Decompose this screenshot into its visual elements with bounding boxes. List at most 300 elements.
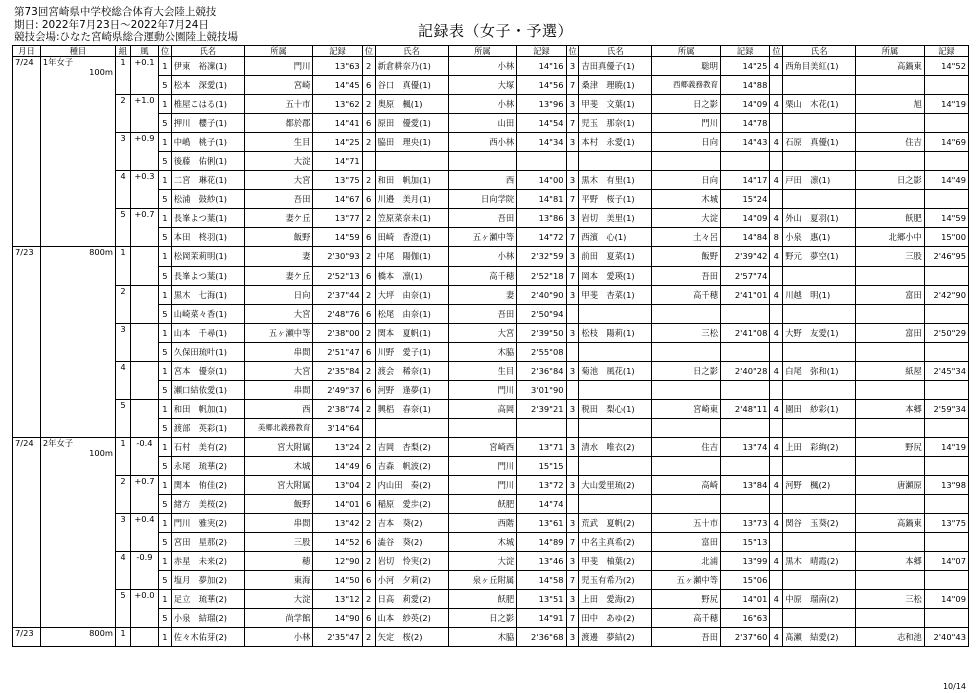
record-cell: 13"72 — [517, 476, 566, 495]
record-cell: 14"84 — [721, 228, 770, 247]
school-cell: 五ヶ瀬中等 — [244, 323, 313, 342]
place-cell: 4 — [770, 247, 783, 266]
school-cell: 小林 — [448, 57, 517, 76]
school-cell: 大淀 — [244, 590, 313, 609]
record-cell — [721, 418, 770, 437]
place-cell — [770, 190, 783, 209]
record-cell — [924, 571, 968, 590]
record-cell: 14"45 — [313, 76, 362, 95]
place-cell: 4 — [770, 476, 783, 495]
record-cell: 2'50"94 — [517, 304, 566, 323]
record-cell: 14"91 — [517, 609, 566, 628]
place-cell: 3 — [566, 285, 579, 304]
place-cell: 2 — [362, 133, 375, 152]
athlete-name-cell: 大山愛里琉(2) — [579, 476, 652, 495]
place-cell: 2 — [362, 171, 375, 190]
school-cell: 大宮 — [448, 323, 517, 342]
athlete-name-cell — [579, 380, 652, 399]
record-cell: 2'45"34 — [924, 361, 968, 380]
record-cell — [721, 152, 770, 171]
place-cell: 5 — [158, 190, 171, 209]
school-cell: 本郷 — [856, 552, 925, 571]
record-cell: 14"01 — [313, 495, 362, 514]
place-cell: 7 — [566, 114, 579, 133]
athlete-name-cell: 後藤 佑俐(1) — [171, 152, 244, 171]
record-cell — [924, 190, 968, 209]
record-cell: 2'39"21 — [517, 399, 566, 418]
place-cell: 2 — [362, 57, 375, 76]
athlete-name-cell: 川越 明(1) — [783, 285, 856, 304]
place-cell: 1 — [158, 133, 171, 152]
record-cell: 3'14"64 — [313, 418, 362, 437]
record-cell: 12"90 — [313, 552, 362, 571]
school-cell: 小林 — [448, 95, 517, 114]
school-cell — [856, 533, 925, 552]
school-cell — [652, 456, 721, 475]
place-cell: 3 — [566, 95, 579, 114]
athlete-name-cell: 足立 琉華(2) — [171, 590, 244, 609]
place-cell — [770, 304, 783, 323]
column-header: 氏名 — [171, 46, 244, 57]
place-cell — [770, 495, 783, 514]
place-cell: 6 — [362, 342, 375, 361]
record-cell: 14"52 — [924, 57, 968, 76]
school-cell: 門川 — [652, 114, 721, 133]
school-cell: 穂 — [244, 552, 313, 571]
column-header: 種目 — [40, 46, 115, 57]
school-cell — [856, 456, 925, 475]
school-cell: 日向 — [652, 133, 721, 152]
school-cell: 三松 — [652, 323, 721, 342]
record-cell — [924, 114, 968, 133]
school-cell: 北浦 — [652, 552, 721, 571]
school-cell: 尚学館 — [244, 609, 313, 628]
place-cell: 4 — [770, 399, 783, 418]
athlete-name-cell: 上田 彩絢(2) — [783, 437, 856, 456]
school-cell: 木脇 — [448, 342, 517, 361]
place-cell: 1 — [158, 57, 171, 76]
results-table — [12, 45, 969, 647]
school-cell: 小林 — [448, 247, 517, 266]
athlete-name-cell: 平野 桜子(1) — [579, 190, 652, 209]
place-cell — [566, 418, 579, 437]
record-cell: 2'52"18 — [517, 266, 566, 285]
record-cell: 14"90 — [313, 609, 362, 628]
athlete-name-cell: 稲原 愛歩(2) — [375, 495, 448, 514]
record-cell: 14"41 — [313, 114, 362, 133]
record-cell: 13"42 — [313, 514, 362, 533]
record-cell: 14"09 — [924, 590, 968, 609]
athlete-name-cell: 佐々木佑芽(2) — [171, 628, 244, 647]
school-cell: 吾田 — [448, 304, 517, 323]
athlete-name-cell — [783, 418, 856, 437]
school-cell: 宮崎西 — [448, 437, 517, 456]
record-cell — [721, 304, 770, 323]
athlete-name-cell: 吉本 葵(2) — [375, 514, 448, 533]
record-cell: 2'35"47 — [313, 628, 362, 647]
place-cell: 6 — [362, 495, 375, 514]
school-cell: 吾田 — [448, 209, 517, 228]
school-cell: 門川 — [244, 57, 313, 76]
record-cell: 14"81 — [517, 190, 566, 209]
place-cell: 3 — [566, 628, 579, 647]
record-cell: 14"25 — [313, 133, 362, 152]
school-cell: 高鍋東 — [856, 57, 925, 76]
school-cell: 妻 — [448, 285, 517, 304]
athlete-name-cell: 新倉耕奈乃(1) — [375, 57, 448, 76]
athlete-name-cell: 塩月 夢加(2) — [171, 571, 244, 590]
place-cell: 6 — [362, 114, 375, 133]
school-cell: 日向 — [244, 285, 313, 304]
school-cell: 吾田 — [652, 628, 721, 647]
school-cell: 山田 — [448, 114, 517, 133]
table-header-row — [13, 46, 969, 57]
place-cell: 6 — [362, 571, 375, 590]
school-cell: 木城 — [652, 190, 721, 209]
record-cell: 14"71 — [313, 152, 362, 171]
event-grade: 2年女子 — [42, 437, 74, 448]
athlete-name-cell: 石原 真優(1) — [783, 133, 856, 152]
school-cell: 五ヶ瀬中等 — [448, 228, 517, 247]
record-cell — [721, 456, 770, 475]
place-cell: 5 — [158, 266, 171, 285]
record-cell: 13"84 — [721, 476, 770, 495]
place-cell: 4 — [770, 590, 783, 609]
athlete-name-cell: 髙瀬 結愛(2) — [783, 628, 856, 647]
record-cell: 15"15 — [517, 456, 566, 475]
place-cell: 7 — [566, 609, 579, 628]
place-cell: 6 — [362, 228, 375, 247]
record-cell: 14"07 — [924, 552, 968, 571]
school-cell: 大宮 — [244, 304, 313, 323]
wind-reading: +0.1 — [131, 57, 159, 95]
place-cell: 3 — [566, 133, 579, 152]
record-cell: 2'39"50 — [517, 323, 566, 342]
athlete-name-cell: 橋本 凛(1) — [375, 266, 448, 285]
place-cell: 3 — [566, 399, 579, 418]
athlete-name-cell: 前田 夏菜(1) — [579, 247, 652, 266]
athlete-name-cell: 松枝 陽莉(1) — [579, 323, 652, 342]
event-name — [40, 247, 115, 437]
record-cell: 14"59 — [924, 209, 968, 228]
athlete-name-cell: 門川 雅実(2) — [171, 514, 244, 533]
record-cell: 2'40"90 — [517, 285, 566, 304]
record-cell: 15"24 — [721, 190, 770, 209]
place-cell: 4 — [770, 171, 783, 190]
place-cell — [566, 152, 579, 171]
place-cell — [770, 418, 783, 437]
record-cell: 2'41"08 — [721, 323, 770, 342]
wind-reading: +0.7 — [131, 209, 159, 247]
event-distance: 800m — [89, 247, 113, 258]
school-cell: 高千穂 — [652, 285, 721, 304]
school-cell: 大淀 — [652, 209, 721, 228]
school-cell: 五十市 — [244, 95, 313, 114]
school-cell: 日之影 — [652, 361, 721, 380]
school-cell: 東海 — [244, 571, 313, 590]
record-cell: 2'46"95 — [924, 247, 968, 266]
school-cell: 飫肥 — [448, 590, 517, 609]
record-cell: 2'51"47 — [313, 342, 362, 361]
record-cell: 14"34 — [517, 133, 566, 152]
place-cell: 1 — [158, 628, 171, 647]
athlete-name-cell: 本田 柊羽(1) — [171, 228, 244, 247]
record-cell: 2'48"76 — [313, 304, 362, 323]
place-cell: 2 — [362, 476, 375, 495]
place-cell: 2 — [362, 399, 375, 418]
heat-number: 3 — [115, 323, 130, 361]
school-cell — [652, 304, 721, 323]
athlete-name-cell: 瀬口結依愛(1) — [171, 380, 244, 399]
wind-reading — [131, 361, 159, 399]
school-cell: 木城 — [244, 456, 313, 475]
school-cell: 三松 — [856, 590, 925, 609]
place-cell: 3 — [566, 437, 579, 456]
table-row — [13, 514, 969, 533]
record-cell — [721, 380, 770, 399]
athlete-name-cell: 荒武 夏帆(2) — [579, 514, 652, 533]
athlete-name-cell: 児玉有希乃(2) — [579, 571, 652, 590]
place-cell: 4 — [770, 323, 783, 342]
wind-reading: +0.7 — [131, 476, 159, 514]
school-cell: 泉ヶ丘附属 — [448, 571, 517, 590]
place-cell: 7 — [566, 533, 579, 552]
place-cell — [770, 114, 783, 133]
school-cell — [856, 190, 925, 209]
place-cell: 2 — [362, 361, 375, 380]
table-row — [13, 590, 969, 609]
table-row — [13, 323, 969, 342]
athlete-name-cell: 川野 愛子(1) — [375, 342, 448, 361]
school-cell — [856, 571, 925, 590]
column-header: 組 — [115, 46, 130, 57]
athlete-name-cell — [579, 495, 652, 514]
column-header: 記録 — [313, 46, 362, 57]
school-cell: 吾田 — [244, 190, 313, 209]
school-cell: 富田 — [856, 323, 925, 342]
school-cell: 富田 — [652, 533, 721, 552]
school-cell — [856, 304, 925, 323]
record-cell: 13"51 — [517, 590, 566, 609]
record-cell: 14"19 — [924, 437, 968, 456]
record-cell — [721, 495, 770, 514]
record-cell: 14"19 — [924, 95, 968, 114]
record-cell: 2'40"43 — [924, 628, 968, 647]
school-cell — [856, 380, 925, 399]
record-cell: 2'30"93 — [313, 247, 362, 266]
school-cell: 日之影 — [856, 171, 925, 190]
athlete-name-cell: 河野 楓(2) — [783, 476, 856, 495]
place-cell — [566, 304, 579, 323]
athlete-name-cell: 戸田 凛(1) — [783, 171, 856, 190]
athlete-name-cell: 矢定 桜(2) — [375, 628, 448, 647]
record-cell: 14"43 — [721, 133, 770, 152]
school-cell — [856, 76, 925, 95]
record-cell — [924, 76, 968, 95]
athlete-name-cell — [783, 533, 856, 552]
record-cell: 14"59 — [313, 228, 362, 247]
record-cell — [924, 418, 968, 437]
athlete-name-cell: 田崎 香澄(1) — [375, 228, 448, 247]
school-cell: 生目 — [448, 361, 517, 380]
place-cell: 5 — [158, 456, 171, 475]
event-date: 7/24 — [13, 437, 41, 627]
athlete-name-cell: 甲斐 柚葉(2) — [579, 552, 652, 571]
school-cell — [652, 152, 721, 171]
place-cell — [770, 266, 783, 285]
school-cell: 野尻 — [856, 437, 925, 456]
place-cell: 5 — [158, 152, 171, 171]
place-cell: 2 — [362, 552, 375, 571]
athlete-name-cell: 和田 帆加(1) — [375, 171, 448, 190]
place-cell: 2 — [362, 323, 375, 342]
column-header: 記録 — [924, 46, 968, 57]
school-cell — [856, 495, 925, 514]
place-cell: 3 — [566, 476, 579, 495]
place-cell: 6 — [362, 266, 375, 285]
athlete-name-cell: 吉田真優子(1) — [579, 57, 652, 76]
place-cell — [566, 342, 579, 361]
athlete-name-cell: 赤星 未来(2) — [171, 552, 244, 571]
table-row — [13, 171, 969, 190]
record-cell: 13"24 — [313, 437, 362, 456]
school-cell: 美郷北義務教育 — [244, 418, 313, 437]
place-cell: 5 — [158, 533, 171, 552]
record-cell: 13"62 — [313, 95, 362, 114]
school-cell: 三股 — [856, 247, 925, 266]
place-cell: 3 — [566, 514, 579, 533]
record-cell — [924, 152, 968, 171]
column-header: 位 — [566, 46, 579, 57]
wind-reading: -0.9 — [131, 552, 159, 590]
record-cell — [924, 304, 968, 323]
record-cell: 14"89 — [517, 533, 566, 552]
record-cell: 14"49 — [924, 171, 968, 190]
heat-number: 3 — [115, 514, 130, 552]
school-cell — [448, 152, 517, 171]
wind-reading: +0.4 — [131, 514, 159, 552]
record-cell: 14"74 — [517, 495, 566, 514]
heat-number: 1 — [115, 247, 130, 285]
athlete-name-cell: 黒木 晴霞(2) — [783, 552, 856, 571]
place-cell: 3 — [566, 552, 579, 571]
athlete-name-cell: 二宮 琳花(1) — [171, 171, 244, 190]
athlete-name-cell — [579, 152, 652, 171]
record-cell: 13"63 — [313, 57, 362, 76]
school-cell: 五ヶ瀬中等 — [652, 571, 721, 590]
school-cell — [856, 609, 925, 628]
school-cell: 北郷小中 — [856, 228, 925, 247]
record-cell — [924, 342, 968, 361]
heat-number: 3 — [115, 133, 130, 171]
athlete-name-cell: 興梠 春奈(1) — [375, 399, 448, 418]
record-cell: 15"00 — [924, 228, 968, 247]
athlete-name-cell: 児玉 那奈(1) — [579, 114, 652, 133]
record-cell: 2'32"59 — [517, 247, 566, 266]
record-cell: 14"78 — [721, 114, 770, 133]
athlete-name-cell: 甲斐 文葉(1) — [579, 95, 652, 114]
place-cell: 1 — [158, 95, 171, 114]
place-cell — [770, 533, 783, 552]
wind-reading: +0.9 — [131, 133, 159, 171]
wind-reading — [131, 285, 159, 323]
record-cell: 2'35"84 — [313, 361, 362, 380]
place-cell: 3 — [566, 209, 579, 228]
school-cell: 宮崎東 — [652, 399, 721, 418]
athlete-name-cell: 田中 あゆ(2) — [579, 609, 652, 628]
school-cell: 富田 — [856, 285, 925, 304]
record-cell: 13"86 — [517, 209, 566, 228]
athlete-name-cell: 笠原菜奈未(1) — [375, 209, 448, 228]
school-cell: 日向学院 — [448, 190, 517, 209]
place-cell — [770, 76, 783, 95]
place-cell: 2 — [362, 209, 375, 228]
athlete-name-cell — [579, 342, 652, 361]
school-cell: 紙屋 — [856, 361, 925, 380]
record-cell: 14"00 — [517, 171, 566, 190]
athlete-name-cell: 西角目美紅(1) — [783, 57, 856, 76]
school-cell: 旭 — [856, 95, 925, 114]
athlete-name-cell: 外山 夏羽(1) — [783, 209, 856, 228]
place-cell: 5 — [158, 342, 171, 361]
column-header: 月日 — [13, 46, 41, 57]
heat-number: 2 — [115, 285, 130, 323]
record-cell: 2'42"90 — [924, 285, 968, 304]
athlete-name-cell — [375, 418, 448, 437]
athlete-name-cell: 黒木 七海(1) — [171, 285, 244, 304]
athlete-name-cell — [783, 76, 856, 95]
record-cell: 2'36"68 — [517, 628, 566, 647]
place-cell: 4 — [770, 133, 783, 152]
record-cell: 2'50"29 — [924, 323, 968, 342]
column-header: 氏名 — [375, 46, 448, 57]
school-cell: 飯野 — [244, 495, 313, 514]
record-cell: 2'36"84 — [517, 361, 566, 380]
school-cell: 妻 — [244, 247, 313, 266]
column-header: 記録 — [517, 46, 566, 57]
athlete-name-cell — [783, 609, 856, 628]
school-cell: 串間 — [244, 514, 313, 533]
athlete-name-cell — [783, 266, 856, 285]
place-cell: 1 — [158, 514, 171, 533]
event-name — [40, 57, 115, 247]
athlete-name-cell: 西濱 心(1) — [579, 228, 652, 247]
athlete-name-cell: 中尾 陽伽(1) — [375, 247, 448, 266]
place-cell: 2 — [362, 514, 375, 533]
table-row — [13, 209, 969, 228]
place-cell: 6 — [362, 456, 375, 475]
record-cell: 13"04 — [313, 476, 362, 495]
athlete-name-cell: 関本 夏帆(1) — [375, 323, 448, 342]
athlete-name-cell: 小河 夕莉(2) — [375, 571, 448, 590]
column-header: 記録 — [721, 46, 770, 57]
school-cell: 宮大附属 — [244, 437, 313, 456]
place-cell: 7 — [566, 266, 579, 285]
athlete-name-cell: 本村 永愛(1) — [579, 133, 652, 152]
record-cell: 15"06 — [721, 571, 770, 590]
record-cell: 14"16 — [517, 57, 566, 76]
place-cell: 5 — [158, 571, 171, 590]
athlete-name-cell: 川邉 美月(1) — [375, 190, 448, 209]
event-date: 7/23 — [13, 628, 41, 647]
record-cell: 2'55"08 — [517, 342, 566, 361]
place-cell: 7 — [566, 190, 579, 209]
place-cell: 4 — [770, 361, 783, 380]
place-cell: 1 — [158, 209, 171, 228]
athlete-name-cell: 清水 唯衣(2) — [579, 437, 652, 456]
school-cell: 高岡 — [448, 399, 517, 418]
place-cell: 7 — [566, 76, 579, 95]
